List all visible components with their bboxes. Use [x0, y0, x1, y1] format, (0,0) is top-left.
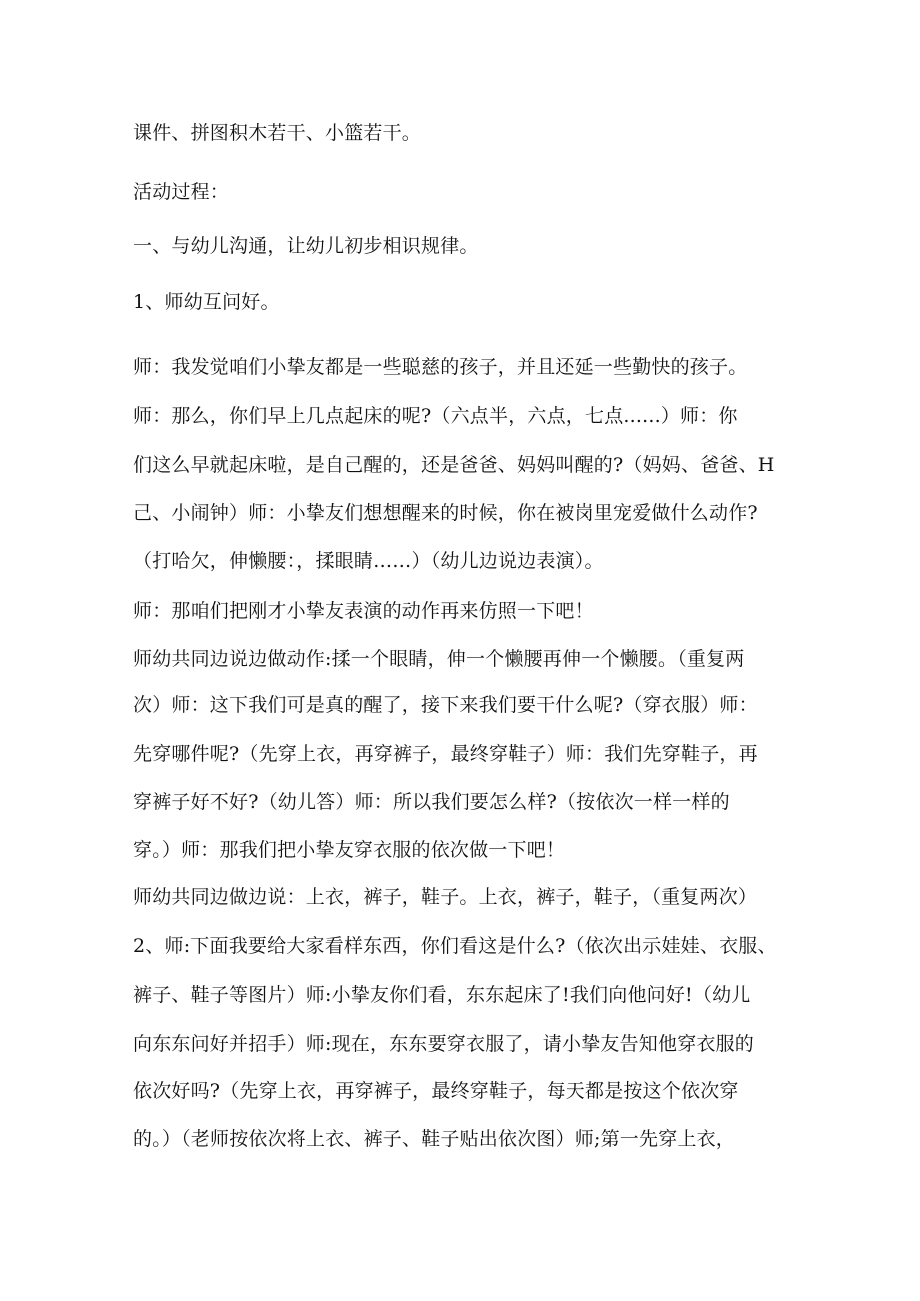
text-line: 向东东问好并招手）师:现在，东东要穿衣服了，请小挚友告知他穿衣服的	[133, 1033, 755, 1055]
text-line: 师：我发觉咱们小挚友都是一些聪慈的孩子，并且还延一些勤快的孩子。	[133, 356, 748, 378]
text-line: 师：那咱们把刚才小挚友表演的动作再来仿照一下吧！	[133, 600, 594, 622]
text-line: 穿。）师：那我们把小挚友穿衣服的依次做一下吧！	[133, 839, 566, 861]
section-heading: 一、与幼儿沟通，让幼儿初步相识规律。	[133, 235, 479, 257]
text-line: 2、师:下面我要给大家看样东西，你们看这是什么?（依次出示娃娃、衣服、	[133, 935, 777, 957]
text-line: 裤子、鞋子等图片）师:小挚友你们看，东东起床了!我们向他问好!（幼儿	[133, 984, 751, 1006]
text-line: 次）师：这下我们可是真的醒了，接下来我们要干什么呢?（穿衣服）师：	[133, 694, 758, 716]
text-line: 的。）（老师按依次将上衣、裤子、鞋子贴出依次图）师;第一先穿上衣，	[133, 1128, 736, 1150]
text-line: 课件、拼图积木若干、小篮若干。	[133, 122, 422, 144]
text-line: 己、小闹钟）师：小挚友们想想醒来的时候，你在被岗里宠爱做什么动作?	[133, 502, 758, 524]
text-line: 们这么早就起床啦，是自己醒的，还是爸爸、妈妈叫醒的?（妈妈、爸爸、H	[133, 454, 775, 476]
section-heading: 活动过程：	[133, 181, 230, 203]
text-line: 师幼共同边说边做动作:揉一个眼睛，伸一个懒腰再伸一个懒腰。（重复两	[133, 648, 745, 670]
text-line: 师：那么，你们早上几点起床的呢?（六点半，六点，七点......）师：你	[133, 405, 738, 427]
text-line: （打哈欠，伸懒腰：，揉眼睛……）（幼儿边说边表演）。	[133, 550, 604, 572]
text-line: 依次好吗?（先穿上衣，再穿裤子，最终穿鞋子，每天都是按这个依次穿	[133, 1080, 739, 1102]
sub-heading: 1、师幼互问好。	[133, 291, 280, 313]
text-line: 先穿哪件呢?（先穿上衣，再穿裤子，最终穿鞋子）师：我们先穿鞋子，再	[133, 743, 758, 765]
text-line: 穿裤子好不好?（幼儿答）师：所以我们要怎么样?（按依次一样一样的	[133, 791, 730, 813]
text-line: 师幼共同边做边说：上衣，裤子，鞋子。上衣，裤子，鞋子，（重复两次）	[133, 886, 758, 908]
